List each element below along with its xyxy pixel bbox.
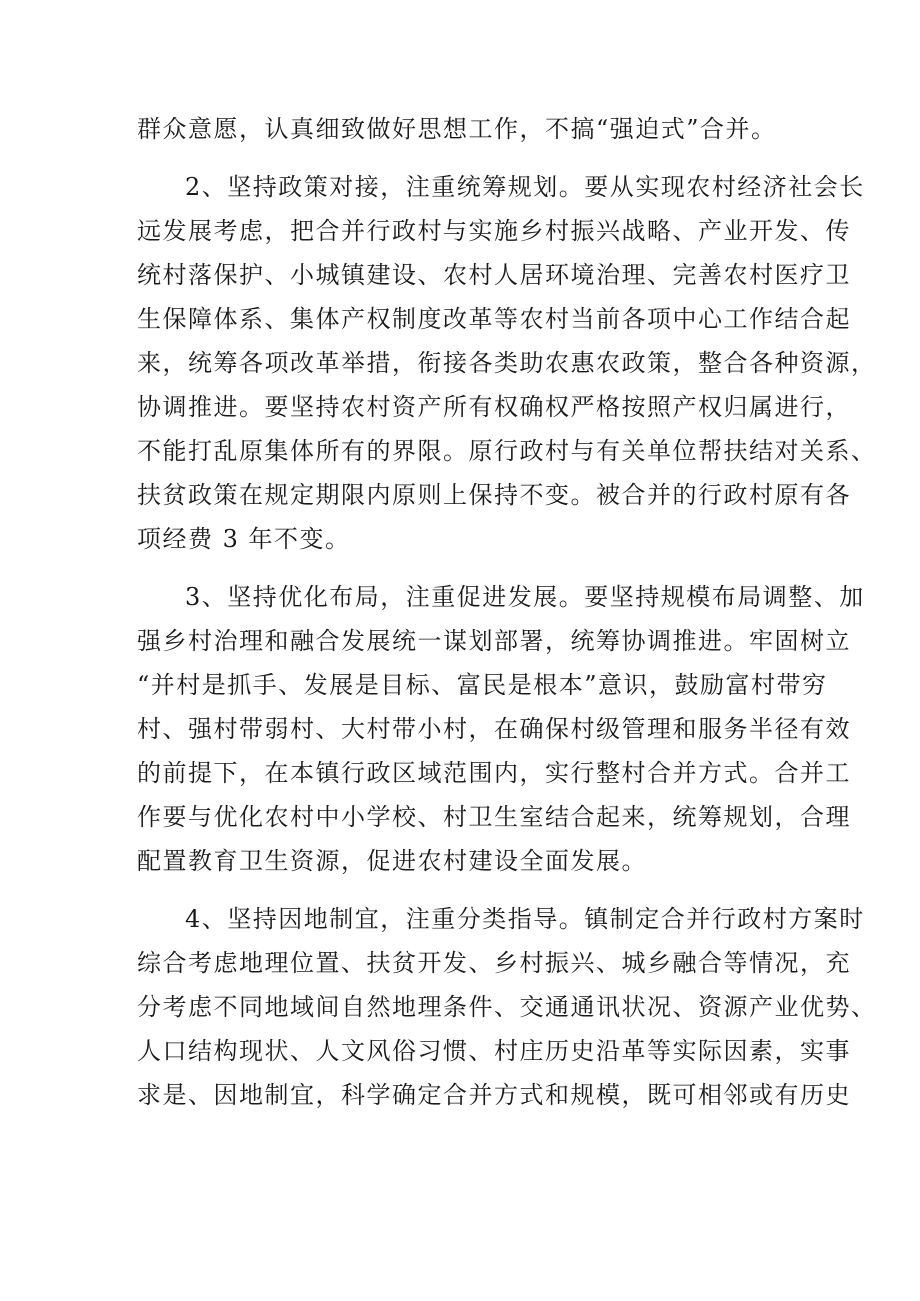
text-line: 生保障体系、集体产权制度改革等农村当前各项中心工作结合起 (137, 305, 851, 333)
text-line: 远发展考虑，把合并行政村与实施乡村振兴战略、产业开发、传 (137, 217, 851, 245)
text-line: 协调推进。要坚持农村资产所有权确权严格按照产权归属进行， (137, 393, 851, 421)
text-line: 来，统筹各项改革举措，衔接各类助农惠农政策，整合各种资源， (137, 349, 877, 377)
text-line: 项经费 3 年不变。 (137, 525, 351, 553)
paragraph-heading-2: 2、坚持政策对接，注重统筹规划。要从实现农村经济社会长 (185, 173, 865, 201)
text-line: 作要与优化农村中小学校、村卫生室结合起来，统筹规划，合理 (137, 803, 851, 831)
text-line: 分考虑不同地域间自然地理条件、交通通讯状况、资源产业优势、 (137, 993, 877, 1021)
paragraph-heading-3: 3、坚持优化布局，注重促进发展。要坚持规模布局调整、加 (185, 583, 865, 611)
paragraph-heading-4: 4、坚持因地制宜，注重分类指导。镇制定合并行政村方案时 (185, 905, 865, 933)
text-line: 不能打乱原集体所有的界限。原行政村与有关单位帮扶结对关系、 (137, 437, 877, 465)
text-line: 配置教育卫生资源，促进农村建设全面发展。 (137, 847, 647, 875)
text-line: 人口结构现状、人文风俗习惯、村庄历史沿革等实际因素，实事 (137, 1037, 851, 1065)
text-line: “并村是抓手、发展是目标、富民是根本”意识，鼓励富村带穷 (137, 671, 828, 699)
text-line: 的前提下，在本镇行政区域范围内，实行整村合并方式。合并工 (137, 759, 851, 787)
text-line: 求是、因地制宜，科学确定合并方式和规模，既可相邻或有历史 (137, 1081, 851, 1109)
text-line: 群众意愿，认真细致做好思想工作，不搞“强迫式”合并。 (137, 115, 777, 143)
text-line: 村、强村带弱村、大村带小村，在确保村级管理和服务半径有效 (137, 715, 851, 743)
text-line: 强乡村治理和融合发展统一谋划部署，统筹协调推进。牢固树立 (137, 627, 851, 655)
text-line: 扶贫政策在规定期限内原则上保持不变。被合并的行政村原有各 (137, 481, 851, 509)
text-line: 统村落保护、小城镇建设、农村人居环境治理、完善农村医疗卫 (137, 261, 851, 289)
text-line: 综合考虑地理位置、扶贫开发、乡村振兴、城乡融合等情况，充 (137, 949, 851, 977)
